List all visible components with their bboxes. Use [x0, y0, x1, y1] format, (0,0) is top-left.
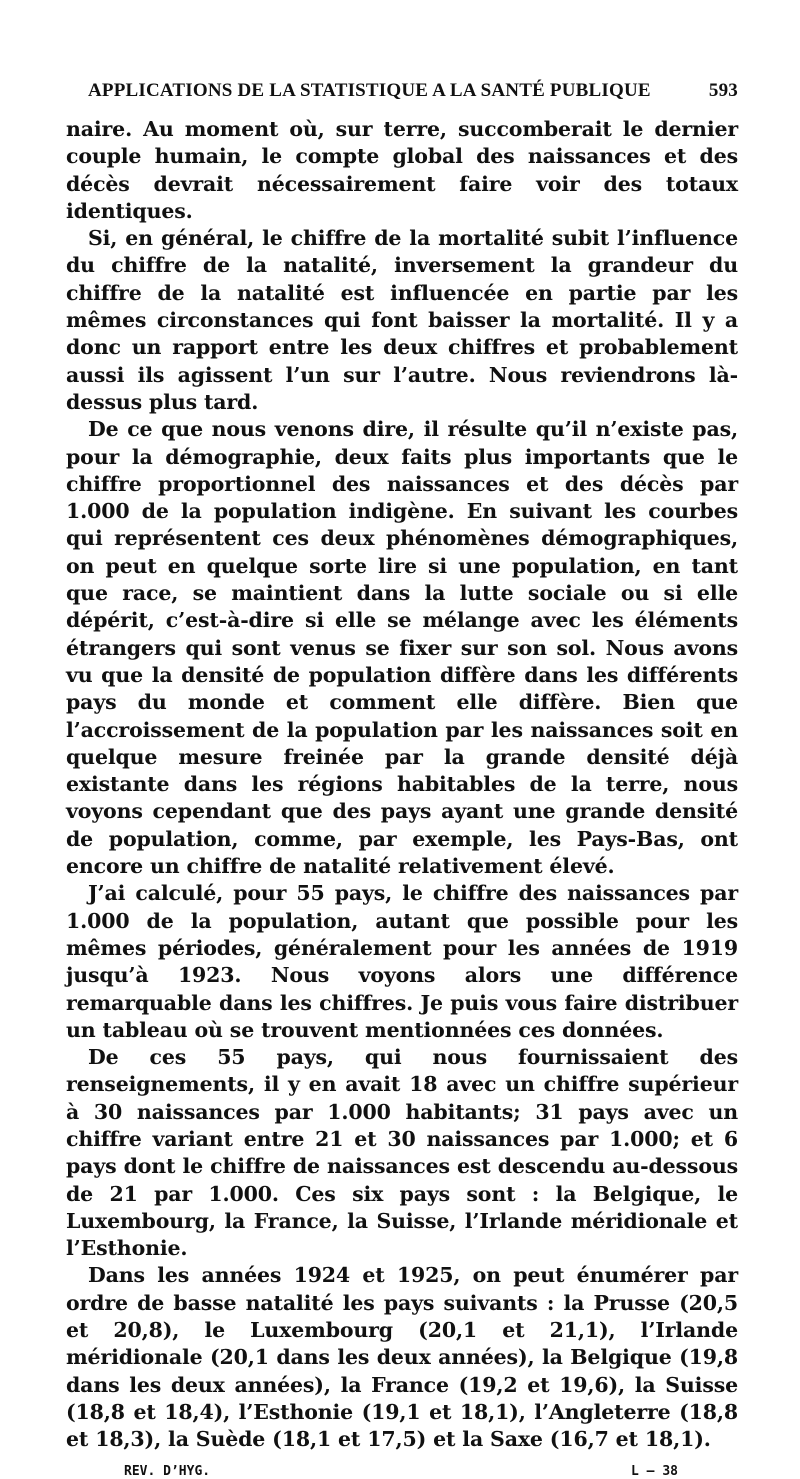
body-text: [66, 116, 738, 1454]
document-page: [66, 80, 738, 1479]
paragraph: Dans les années 1924 et 1925, on peut énumérer par ordre de basse natalité les pays suivants : la Prusse (20,5 et 20,8), le Luxembourg (20,1 et 21,1), l’Irlande méridionale (20,1 dans les deux années), la Belgique (19,8 dans les deux années), la France (19,2 et 19,6), la Suisse (18,8 et 18,4), l’Esthonie (19,1 et 18,1), l’Angleterre (18,8 et 18,3), la Suède (18,1 et 17,5) et la Saxe (16,7 et 18,1).: [66, 1263, 738, 1452]
paragraph: J’ai calculé, pour 55 pays, le chiffre des naissances par 1.000 de la population, autant que possible pour les mêmes périodes, généralement pour les années de 1919 jusqu’à 1923. Nous voyons alors une différence remarquable dans les chiffres. Je puis vous faire distribuer un tableau où se trouvent mentionnées ces données.: [66, 881, 738, 1042]
journal-abbreviation: REV. D’HYG.: [124, 1463, 211, 1479]
page-number: 593: [708, 80, 738, 101]
page-footer: [66, 1464, 738, 1479]
signature-mark: L — 38: [631, 1463, 678, 1479]
paragraph: De ce que nous venons dire, il résulte qu’il n’existe pas, pour la démographie, deux faits plus importants que le chiffre proportionnel des naissances et des décès par 1.000 de la population indigène. En suivant les courbes qui représentent ces deux phénomènes démographiques, on peut en quelque sorte lire si une population, en tant que race, se maintient dans la lutte sociale ou si elle dépérit, c’est-à-dire si elle se mélange avec les éléments étrangers qui sont venus se fixer sur son sol. Nous avons vu que la densité de population diffère dans les différents pays du monde et comment elle diffère. Bien que l’accroissement de la population par les naissances soit en quelque mesure freinée par la grande densité déjà existante dans les régions habitables de la terre, nous voyons cependant que des pays ayant une grande densité de population, comme, par exemple, les Pays-Bas, ont encore un chiffre de natalité relativement élevé.: [66, 417, 738, 879]
paragraph: De ces 55 pays, qui nous fournissaient des renseignements, il y en avait 18 avec un chiffre supérieur à 30 naissances par 1.000 habitants; 31 pays avec un chiffre variant entre 21 et 30 naissances par 1.000; et 6 pays dont le chiffre de naissances est descendu au-dessous de 21 par 1.000. Ces six pays sont : la Belgique, le Luxembourg, la France, la Suisse, l’Irlande méridionale et l’Esthonie.: [66, 1045, 738, 1261]
running-header: [66, 80, 738, 116]
paragraph-continuation: naire. Au moment où, sur terre, succomberait le dernier couple humain, le compte global des naissances et des décès devrait nécessairement faire voir des totaux identiques.: [66, 117, 738, 223]
running-title: APPLICATIONS DE LA STATISTIQUE A LA SANTÉ PUBLIQUE: [88, 80, 651, 101]
paragraph: Si, en général, le chiffre de la mortalité subit l’influence du chiffre de la natalité, inversement la grandeur du chiffre de la natalité est influencée en partie par les mêmes circonstances qui font baisser la mortalité. Il y a donc un rapport entre les deux chiffres et probablement aussi ils agissent l’un sur l’autre. Nous reviendrons là-dessus plus tard.: [66, 226, 738, 414]
